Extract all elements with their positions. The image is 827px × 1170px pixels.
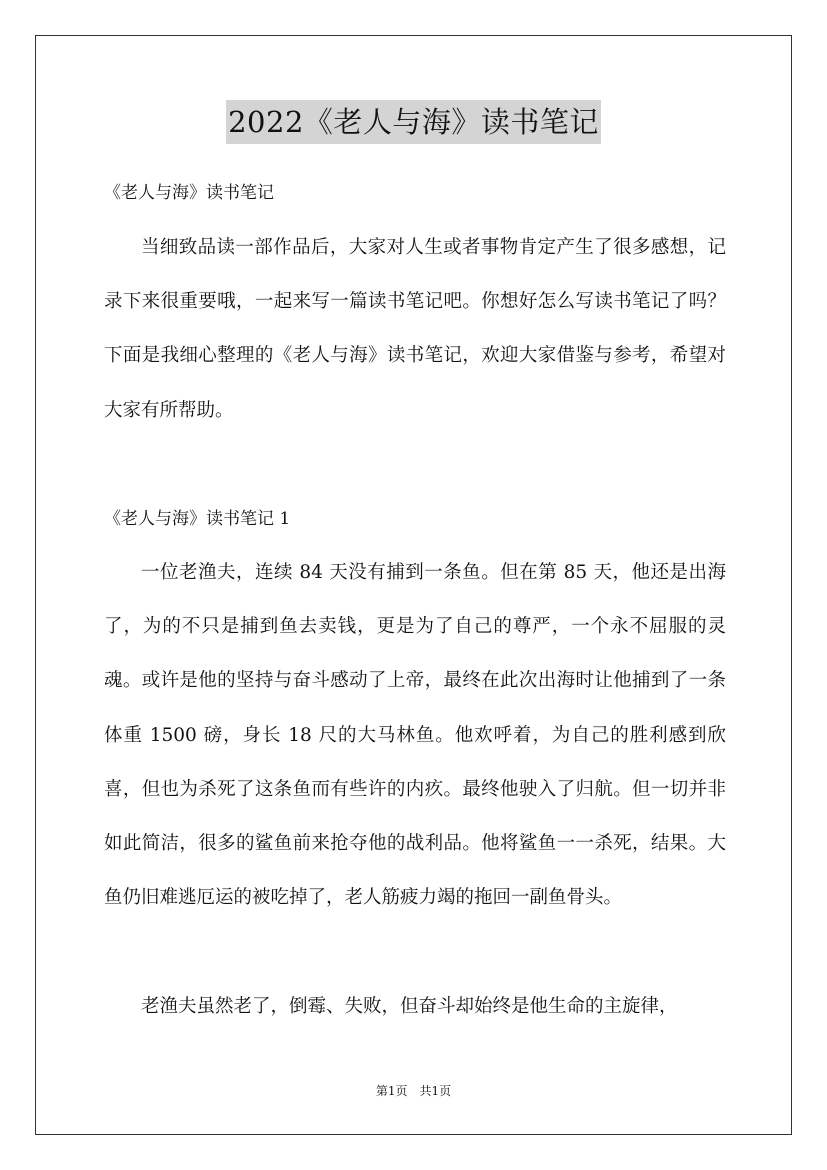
section-heading: 《老人与海》读书笔记 1 (104, 509, 291, 529)
document-title: 2022《老人与海》读书笔记 (226, 100, 601, 144)
title-container (0, 100, 827, 144)
page-footer: 第1页 共1页 (375, 1084, 452, 1098)
intro-paragraph: 当细致品读一部作品后，大家对人生或者事物肯定产生了很多感想，记录下来很重要哦，一起来写一篇读书笔记吧。你想好怎么写读书笔记了吗？下面是我细心整理的《老人与海》读书笔记，欢迎大家借鉴与参考，希望对大家有所帮助。 (104, 237, 726, 421)
document-subtitle: 《老人与海》读书笔记 (104, 183, 274, 203)
body-paragraph: 一位老渔夫，连续 84 天没有捕到一条鱼。但在第 85 天，他还是出海了，为的不只是捕到鱼去卖钱，更是为了自己的尊严，一个永不屈服的灵魂。或许是他的坚持与奋斗感动了上帝，最终在此次出海时让他捕到了一条体重 1500 磅，身长 18 尺的大马林鱼。他欢呼着，为自己的胜利感到欣喜，但也为杀死了这条鱼而有些许的内疚。最终他驶入了归航。但一切并非如此简洁，很多的鲨鱼前来抢夺他的战利品。他将鲨鱼一一杀死，结果。大鱼仍旧难逃厄运的被吃掉了，老人筋疲力竭的拖回一副鱼骨头。 (104, 562, 726, 909)
body-paragraph-continued: 老渔夫虽然老了，倒霉、失败，但奋斗却始终是他生命的主旋律， (141, 996, 678, 1017)
